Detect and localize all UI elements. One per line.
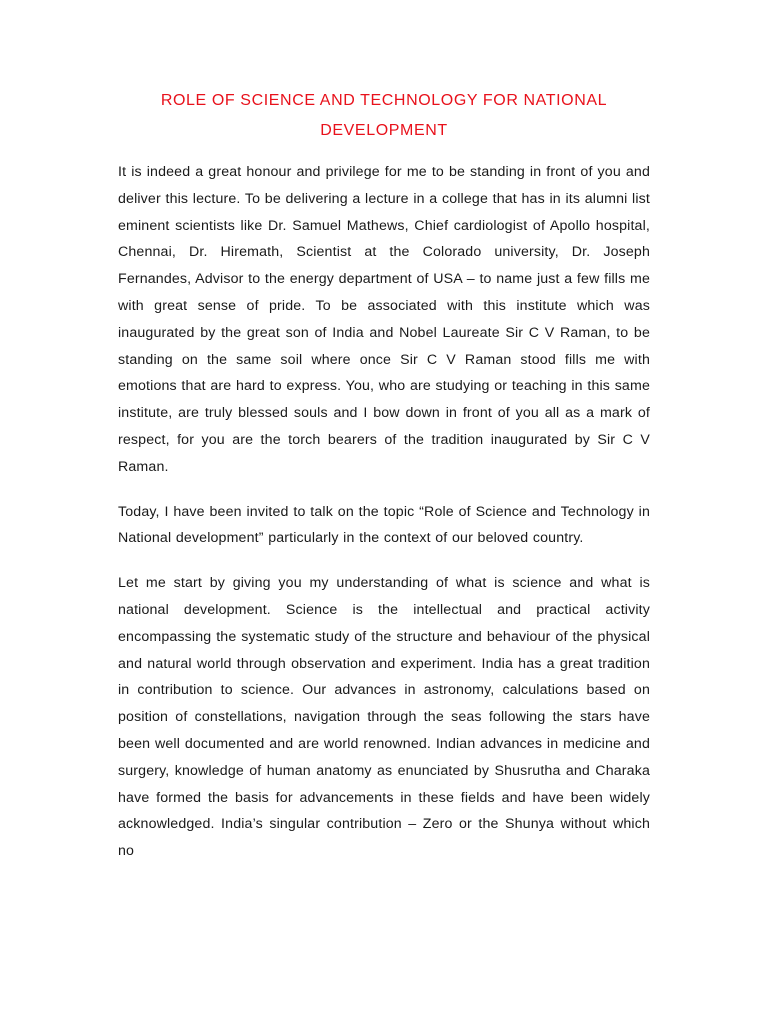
paragraph-intro: It is indeed a great honour and privilege for me to be standing in front of you and deliver this lecture. To be delivering a lecture in a college that has in its alumni list eminent scientists like Dr. Samuel Mathews, Chief cardiologist of Apollo hospital, Chennai, Dr. Hiremath, Scientist at the Colorado university, Dr. Joseph Fernandes, Advisor to the energy department of USA – to name just a few fills me with great sense of pride. To be associated with this institute which was inaugurated by the great son of India and Nobel Laureate Sir C V Raman, to be standing on the same soil where once Sir C V Raman stood fills me with emotions that are hard to express. You, who are studying or teaching in this same institute, are truly blessed souls and I bow down in front of you all as a mark of respect, for you are the torch bearers of the tradition inaugurated by Sir C V Raman.	[118, 164, 650, 475]
document-body	[118, 159, 650, 865]
document-title	[118, 0, 650, 146]
title-line-2: DEVELOPMENT	[320, 122, 448, 139]
paragraph-science: Let me start by giving you my understanding of what is science and what is national development. Science is the intellectual and practical activity encompassing the systematic study of the structure and behaviour of the physical and natural world through observation and experiment. India has a great tradition in contribution to science. Our advances in astronomy, calculations based on position of constellations, navigation through the seas following the stars have been well documented and are world renowned. Indian advances in medicine and surgery, knowledge of human anatomy as enunciated by Shusrutha and Charaka have formed the basis for advancements in these fields and have been widely acknowledged. India’s singular contribution – Zero or the Shunya without which no	[118, 575, 650, 860]
paragraph-topic: Today, I have been invited to talk on the topic “Role of Science and Technology in National development” particularly in the context of our beloved country.	[118, 503, 650, 547]
title-line-1: ROLE OF SCIENCE AND TECHNOLOGY FOR NATIONAL	[160, 92, 608, 109]
